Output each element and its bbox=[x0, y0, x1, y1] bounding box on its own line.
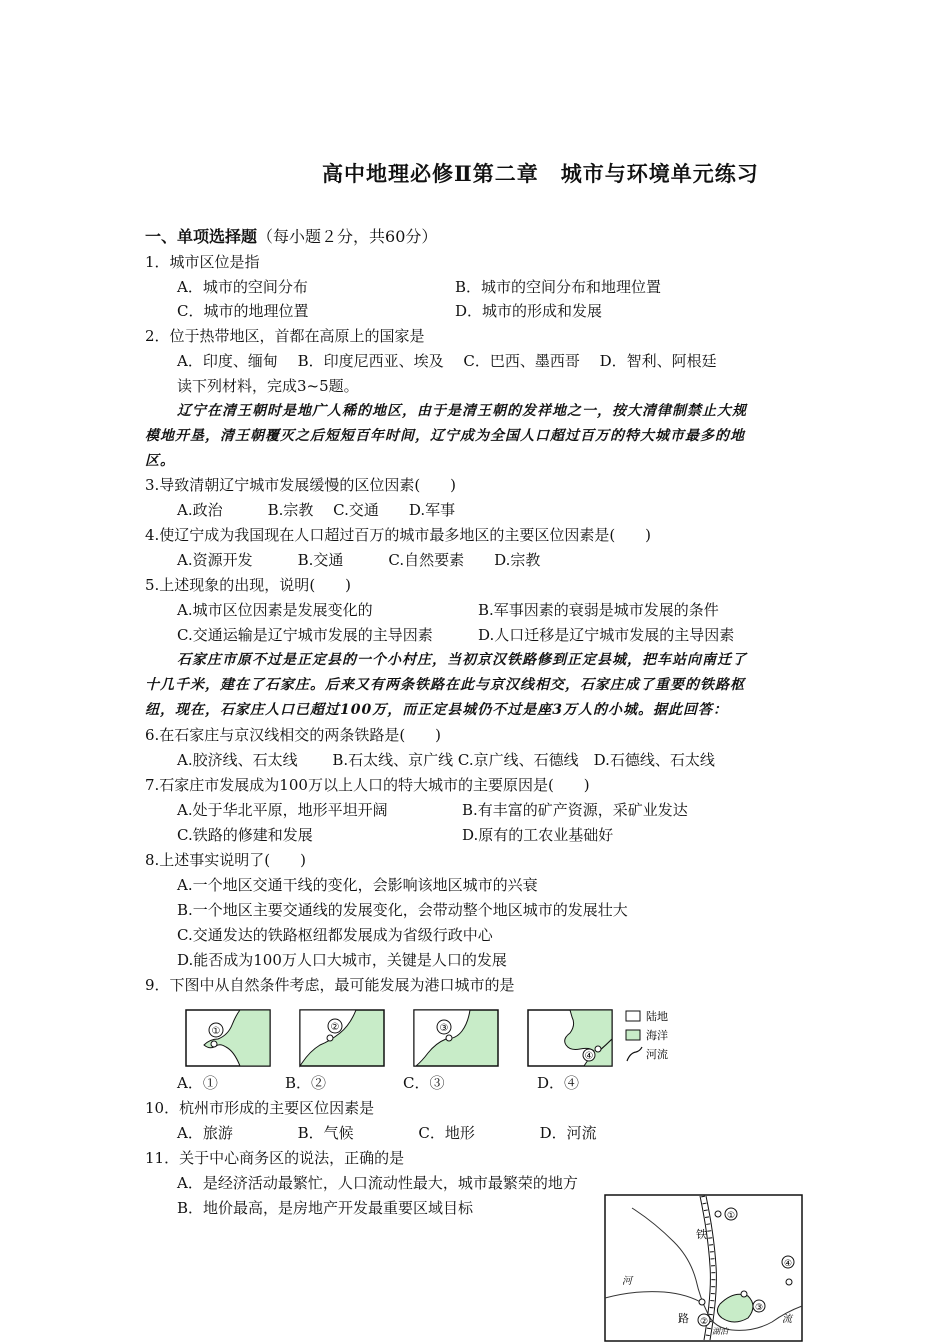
q5-option-c: C.交通运输是辽宁城市发展的主导因素 bbox=[177, 626, 433, 644]
q8-stem: 8.上述事实说明了( ) bbox=[145, 851, 307, 869]
q6-options: A.胶济线、石太线 B.石太线、京广线 C.京广线、石德线 D.石德线、石太线 bbox=[177, 751, 715, 769]
q6-stem: 6.在石家庄与京汉线相交的两条铁路是( ) bbox=[145, 726, 442, 744]
coastline-maps-figure bbox=[180, 1005, 700, 1075]
legend-river: 河流 bbox=[646, 1048, 668, 1061]
label-river-he: 河 bbox=[622, 1276, 632, 1287]
q2-stem: 2．位于热带地区，首都在高原上的国家是 bbox=[145, 327, 425, 345]
q7-stem: 7.石家庄市发展成为100万以上人口的特大城市的主要原因是( ) bbox=[145, 776, 590, 794]
q8-option-d: D.能否成为100万人口大城市，关键是人口的发展 bbox=[177, 951, 507, 969]
map-2-number: ② bbox=[330, 1022, 340, 1033]
q5-option-a: A.城市区位因素是发展变化的 bbox=[177, 601, 373, 619]
q9-option-b: B．② bbox=[285, 1074, 327, 1092]
reading-instruction: 读下列材料，完成3~5题。 bbox=[177, 377, 359, 395]
q7-option-d: D.原有的工农业基础好 bbox=[462, 826, 614, 844]
city-point-1: ① bbox=[726, 1211, 736, 1221]
label-lake: 湖泊 bbox=[712, 1327, 728, 1336]
label-river-liu: 流 bbox=[782, 1314, 792, 1325]
passage2-line1: 石家庄市原不过是正定县的一个小村庄，当初京汉铁路修到正定县城，把车站向南迁了 bbox=[177, 652, 747, 668]
city-point-4: ④ bbox=[783, 1259, 793, 1269]
q8-option-b: B.一个地区主要交通线的发展变化，会带动整个地区城市的发展壮大 bbox=[177, 901, 628, 919]
coastline-map-2 bbox=[300, 1010, 384, 1066]
q11-stem: 11．关于中心商务区的说法，正确的是 bbox=[145, 1149, 405, 1167]
q1-option-b: B．城市的空间分布和地理位置 bbox=[455, 278, 662, 296]
passage2-line2: 十几千米，建在了石家庄。后来又有两条铁路在此与京汉线相交，石家庄成了重要的铁路枢 bbox=[145, 677, 745, 693]
section-heading-line bbox=[145, 227, 437, 247]
legend-sea: 海洋 bbox=[646, 1029, 668, 1042]
section-score-note: （每小题２分，共60分） bbox=[257, 227, 438, 246]
section-heading: 一、单项选择题 bbox=[145, 227, 258, 246]
q5-option-b: B.军事因素的衰弱是城市发展的条件 bbox=[478, 601, 719, 619]
passage1-line3: 区。 bbox=[145, 453, 175, 469]
legend-land: 陆地 bbox=[646, 1010, 668, 1023]
map-legend bbox=[626, 1009, 668, 1061]
q8-option-c: C.交通发达的铁路枢纽都发展成为省级行政中心 bbox=[177, 926, 493, 944]
q9-option-d: D．④ bbox=[537, 1074, 580, 1092]
q8-option-a: A.一个地区交通干线的变化，会影响该地区城市的兴衰 bbox=[177, 876, 538, 894]
q3-options: A.政治 B.宗教 C.交通 D.军事 bbox=[177, 501, 456, 519]
q9-option-a: A．① bbox=[177, 1074, 218, 1092]
q1-option-d: D．城市的形成和发展 bbox=[455, 302, 603, 320]
q10-stem: 10．杭州市形成的主要区位因素是 bbox=[145, 1099, 375, 1117]
passage1-line2: 模地开垦，清王朝覆灭之后短短百年时间，辽宁成为全国人口超过百万的特大城市最多的地 bbox=[145, 428, 745, 444]
map-4-number: ④ bbox=[584, 1051, 594, 1062]
q11-option-b: B．地价最高，是房地产开发最重要区域目标 bbox=[177, 1199, 474, 1217]
q9-stem: 9．下图中从自然条件考虑，最可能发展为港口城市的是 bbox=[145, 976, 515, 994]
coastline-map-3 bbox=[414, 1010, 498, 1066]
q10-options: A．旅游 B．气候 C．地形 D．河流 bbox=[177, 1124, 597, 1142]
q4-stem: 4.使辽宁成为我国现在人口超过百万的城市最多地区的主要区位因素是( ) bbox=[145, 526, 652, 544]
q9-option-c: C．③ bbox=[403, 1074, 445, 1092]
q1-option-a: A．城市的空间分布 bbox=[177, 278, 308, 296]
q5-stem: 5.上述现象的出现，说明( ) bbox=[145, 576, 352, 594]
q7-option-c: C.铁路的修建和发展 bbox=[177, 826, 313, 844]
q1-option-c: C．城市的地理位置 bbox=[177, 302, 309, 320]
q5-option-d: D.人口迁移是辽宁城市发展的主导因素 bbox=[478, 626, 735, 644]
passage2-line3: 纽，现在，石家庄人口已超过100万，而正定县城仍不过是座3万人的小城。据此回答： bbox=[145, 702, 728, 718]
q4-options: A.资源开发 B.交通 C.自然要素 D.宗教 bbox=[177, 551, 541, 569]
map-1-number: ① bbox=[211, 1026, 221, 1037]
passage1-line1: 辽宁在清王朝时是地广人稀的地区，由于是清王朝的发祥地之一，按大清律制禁止大规 bbox=[177, 403, 747, 419]
q3-stem: 3.导致清朝辽宁城市发展缓慢的区位因素( ) bbox=[145, 476, 457, 494]
coastline-map-4 bbox=[528, 1010, 612, 1066]
city-point-2: ② bbox=[699, 1317, 709, 1327]
city-map-figure bbox=[604, 1194, 804, 1344]
label-railway-tie: 铁 bbox=[696, 1228, 707, 1241]
q2-options: A．印度、缅甸 B．印度尼西亚、埃及 C．巴西、墨西哥 D．智利、阿根廷 bbox=[177, 352, 717, 370]
q7-option-a: A.处于华北平原，地形平坦开阔 bbox=[177, 801, 388, 819]
map-3-number: ③ bbox=[439, 1023, 449, 1034]
q11-option-a: A．是经济活动最繁忙，人口流动性最大，城市最繁荣的地方 bbox=[177, 1174, 578, 1192]
coastline-map-1 bbox=[186, 1010, 270, 1066]
page-title: 高中地理必修Ⅱ第二章 城市与环境单元练习 bbox=[322, 161, 759, 186]
q7-option-b: B.有丰富的矿产资源，采矿业发达 bbox=[462, 801, 688, 819]
q1-stem: 1．城市区位是指 bbox=[145, 253, 260, 271]
label-railway-road: 路 bbox=[678, 1312, 689, 1325]
city-point-3: ③ bbox=[754, 1303, 764, 1313]
